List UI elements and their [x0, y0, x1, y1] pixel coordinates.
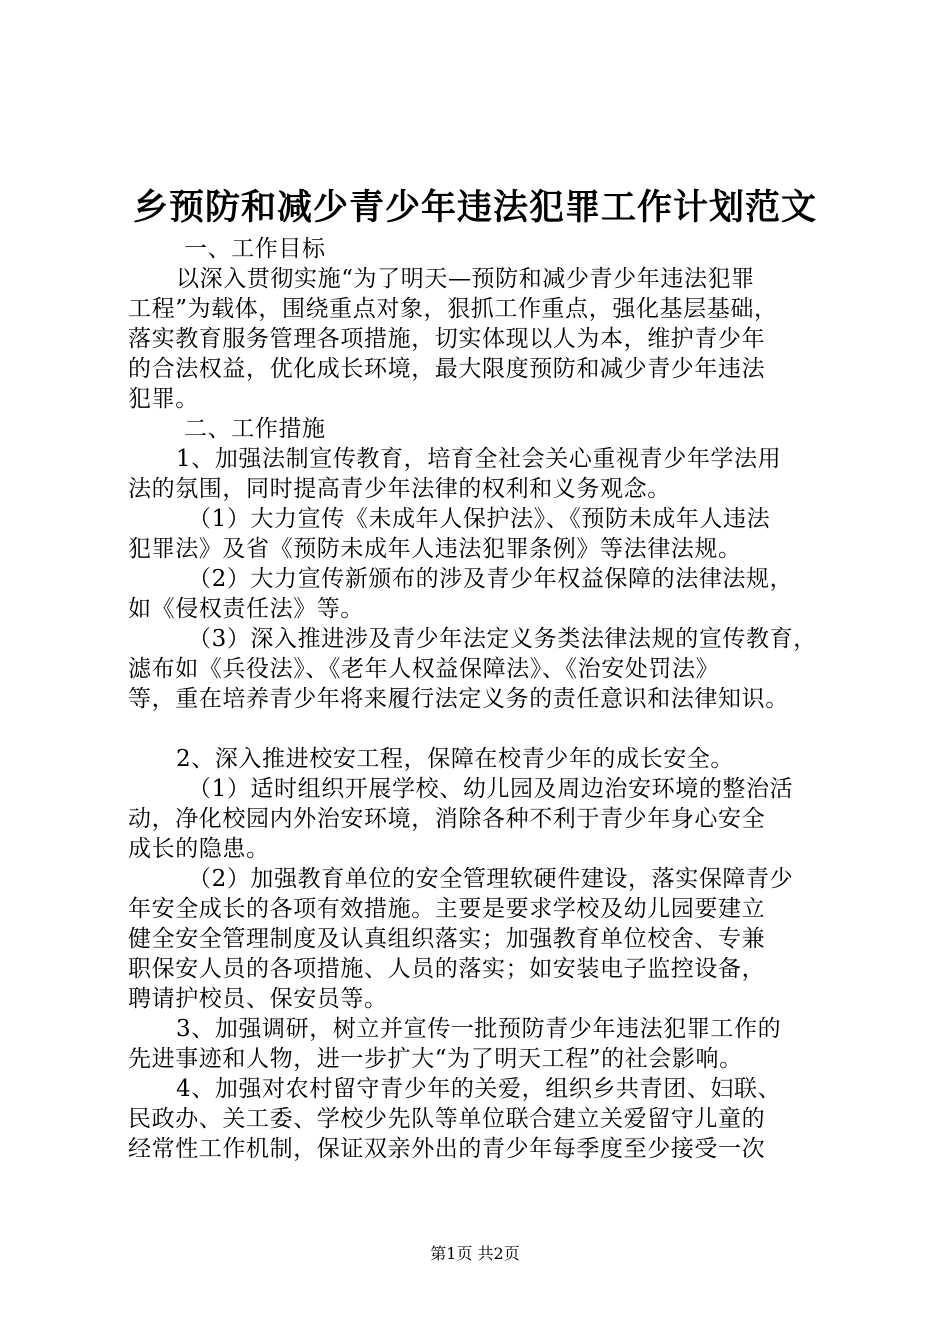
paragraph-gap: [128, 714, 828, 744]
paragraph-line: 健全安全管理制度及认真组织落实；加强教育单位校舍、专兼: [128, 926, 766, 952]
paragraph-line: 4、加强对农村留守青少年的关爱，组织乡共青团、妇联、: [176, 1076, 782, 1102]
paragraph-line: 2、深入推进校安工程，保障在校青少年的成长安全。: [176, 746, 735, 772]
paragraph-line: 聘请护校员、保安员等。: [128, 986, 388, 1012]
document-title: 乡预防和减少青少年违法犯罪工作计划范文: [132, 187, 817, 228]
paragraph-line: 落实教育服务管理各项措施，切实体现以人为本，维护青少年: [128, 326, 766, 352]
page-footer: 第1页 共2页: [430, 1244, 520, 1263]
paragraph-line: 法的氛围，同时提高青少年法律的权利和义务观念。: [128, 476, 671, 502]
paragraph-line: 1、加强法制宣传教育，培育全社会关心重视青少年学法用: [176, 446, 782, 472]
paragraph-line: 先进事迹和人物，进一步扩大“为了明天工程”的社会影响。: [128, 1046, 743, 1072]
paragraph-line: 如《侵权责任法》等。: [128, 596, 364, 622]
paragraph-line: 的合法权益，优化成长环境，最大限度预防和减少青少年违法: [128, 356, 766, 382]
document-body: [128, 234, 828, 1164]
paragraph-line: 工程”为载体，围绕重点对象，狠抓工作重点，强化基层基础，: [128, 296, 778, 322]
paragraph-line: 犯罪法》及省《预防未成年人违法犯罪条例》等法律法规。: [128, 536, 742, 562]
paragraph-line: 经常性工作机制，保证双亲外出的青少年每季度至少接受一次: [128, 1136, 766, 1162]
paragraph-line: 民政办、关工委、学校少先队等单位联合建立关爱留守儿童的: [128, 1106, 766, 1132]
paragraph-line: （2）大力宣传新颁布的涉及青少年权益保障的法律法规，: [188, 566, 794, 592]
paragraph-line: 年安全成长的各项有效措施。主要是要求学校及幼儿园要建立: [128, 896, 766, 922]
paragraph-line: （2）加强教育单位的安全管理软硬件建设，落实保障青少: [188, 866, 794, 892]
section-heading: 二、工作措施: [184, 416, 326, 442]
paragraph-line: 成长的隐患。: [128, 836, 270, 862]
paragraph-line: （1）大力宣传《未成年人保护法》、《预防未成年人违法: [188, 506, 771, 532]
paragraph-line: 等，重在培养青少年将来履行法定义务的责任意识和法律知识。: [128, 686, 789, 712]
paragraph-line: 职保安人员的各项措施、人员的落实；如安装电子监控设备，: [128, 956, 766, 982]
section-heading: 一、工作目标: [184, 236, 326, 262]
paragraph-line: 滤布如《兵役法》、《老年人权益保障法》、《治安处罚法》: [128, 656, 720, 682]
paragraph-line: （1）适时组织开展学校、幼儿园及周边治安环境的整治活: [188, 776, 794, 802]
paragraph-line: 犯罪。: [128, 386, 199, 412]
paragraph-line: 动，净化校园内外治安环境，消除各种不利于青少年身心安全: [128, 806, 766, 832]
paragraph-line: （3）深入推进涉及青少年法定义务类法律法规的宣传教育，: [188, 626, 817, 652]
paragraph-line: 3、加强调研，树立并宣传一批预防青少年违法犯罪工作的: [176, 1016, 782, 1042]
paragraph-line: 以深入贯彻实施“为了明天—预防和减少青少年违法犯罪: [176, 266, 755, 292]
